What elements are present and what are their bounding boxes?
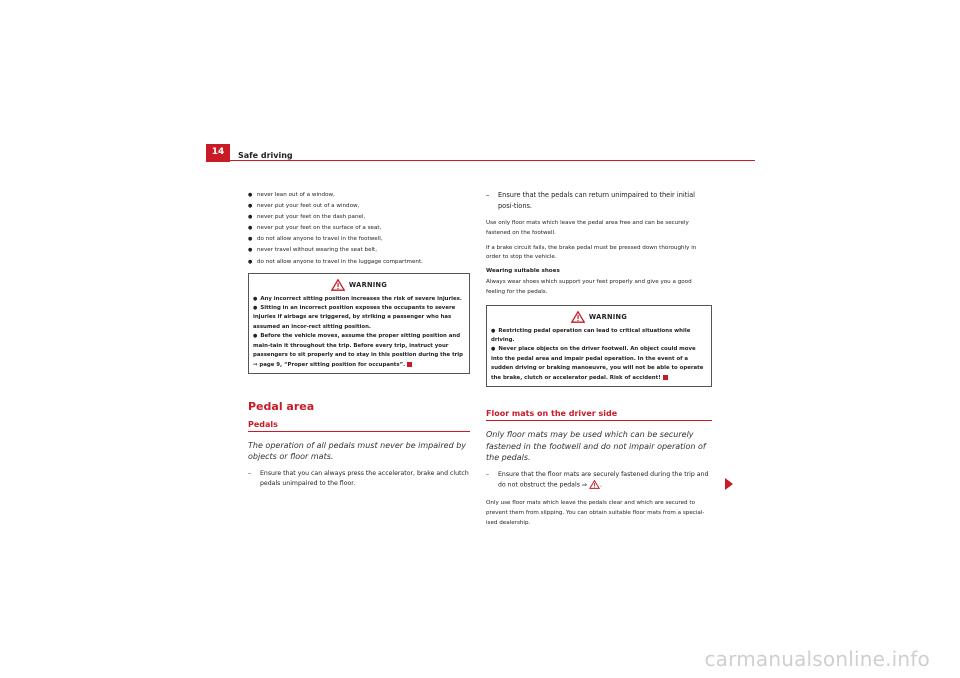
warning-item: ● Never place objects on the driver footwell. An object could move into the pedal area and impair pedal operation. In the event of a sudden driving or braking manoeuvre, you will not be able to operate the brake, clutch or accelerator pedal. Risk of accident! — [491, 346, 704, 381]
intro-text: The operation of all pedals must never be impaired by objects or floor mats. — [248, 440, 467, 462]
dash-marker: – — [486, 191, 490, 199]
right-column — [486, 190, 712, 528]
paragraph: If a brake circuit fails, the brake pedal must be pressed down thoroughly in order to stop the vehicle. — [486, 244, 697, 261]
warning-title: WARNING — [588, 312, 628, 321]
warning-item: ● Sitting in an incorrect position exposes the occupants to severe injuries if airbags are triggered, by striking a passenger who has assumed an incor-rect sitting position. — [253, 305, 456, 330]
header-rule — [230, 160, 755, 161]
warning-item: ● Restricting pedal operation can lead to critical situations while driving. — [491, 327, 691, 343]
warning-box — [248, 273, 470, 374]
bullet-item: ● never put your feet on the dash panel, — [248, 212, 470, 223]
step-text: Ensure that the floor mats are securely fastened during the trip and do not obstruct the pedals ⇒ — [498, 470, 709, 489]
warning-header — [491, 310, 707, 324]
end-mark-icon — [663, 375, 668, 380]
paragraph: Only use floor mats which leave the pedals clear and which are secured to prevent them from slipping. You can obtain suitable floor mats from a special-ised dealership. — [486, 500, 705, 526]
warning-item: ● Before the vehicle moves, assume the proper sitting position and main-tain it throughout the trip. Before every trip, instruct your passengers to sit properly and to stay in this position during the trip ⇒ page 9, “Proper sitting position for occupants”. — [253, 333, 464, 368]
step-item — [248, 469, 470, 490]
warning-item-text: Any incorrect sitting position increases the risk of severe injuries. — [260, 295, 462, 302]
warning-item: ● Any incorrect sitting position increases the risk of severe injuries. — [253, 295, 462, 302]
next-page-arrow-icon[interactable] — [725, 478, 733, 490]
end-mark-icon — [407, 362, 412, 367]
step-item: – Ensure that the floor mats are securely fastened during the trip and do not obstruct the pedals ⇒ . — [486, 470, 709, 489]
warning-triangle-icon — [589, 480, 600, 489]
subsection-title: Floor mats on the driver side — [486, 409, 712, 421]
bullet-item: ● never put your feet on the surface of a seat, — [248, 223, 470, 234]
paragraph: Always wear shoes which support your feet properly and give you a good feeling for the pedals. — [486, 278, 692, 295]
paragraph: Use only floor mats which leave the pedal area free and can be securely fastened on the footwell. — [486, 220, 689, 236]
step-text: Ensure that the pedals can return unimpaired to their initial posi-tions. — [498, 191, 695, 210]
bullet-item: ● never put your feet out of a window, — [248, 201, 470, 212]
warning-triangle-icon — [331, 279, 345, 291]
bullet-item: ● do not allow anyone to travel in the footwell, — [248, 234, 470, 245]
step-text: Ensure that you can always press the accelerator, brake and clutch pedals unimpaired to the floor. — [260, 469, 469, 488]
warning-item-text: Never place objects on the driver footwell. An object could move into the pedal area and impair pedal operation. In the event of a sudden driving or braking manoeuvre, you will not be able to operate the brake, clutch or accelerator pedal. Risk of accident! — [491, 346, 704, 381]
watermark: carmanualsonline.info — [704, 647, 930, 671]
intro-text: Only floor mats may be used which can be securely fastened in the footwell and do not impair operation of the pedals. — [486, 430, 706, 463]
bullet-item: ● never lean out of a window, — [248, 190, 470, 201]
step-item — [486, 190, 712, 212]
shoes-heading: Wearing suitable shoes — [486, 268, 560, 275]
page-number: 14 — [211, 147, 225, 157]
running-head: Safe driving — [238, 151, 293, 160]
warning-item-text: Restricting pedal operation can lead to critical situations while driving. — [491, 327, 691, 343]
warning-box — [486, 305, 712, 387]
warning-item-text: Before the vehicle moves, assume the proper sitting position and main-tain it throughout the trip. Before every trip, instruct your passengers to sit properly and to stay in this position during the trip ⇒ page 9, “Proper sitting position for occupants”. — [253, 333, 464, 368]
warning-item-text: Sitting in an incorrect position exposes the occupants to severe injuries if airbags are triggered, by striking a passenger who has assumed an incor-rect sitting position. — [253, 305, 456, 330]
left-column — [248, 190, 470, 490]
warning-header — [253, 278, 465, 292]
dash-marker: – — [486, 470, 490, 478]
bullet-item: ● do not allow anyone to travel in the luggage compartment. — [248, 257, 470, 268]
dash-marker: – — [248, 469, 252, 477]
warning-triangle-icon — [571, 311, 585, 323]
bullet-item: ● never travel without wearing the seat belt, — [248, 245, 470, 256]
subsection-title: Pedals — [248, 420, 470, 432]
warning-title: WARNING — [348, 280, 388, 289]
section-title: Pedal area — [248, 399, 315, 413]
bullet-list — [248, 190, 470, 268]
